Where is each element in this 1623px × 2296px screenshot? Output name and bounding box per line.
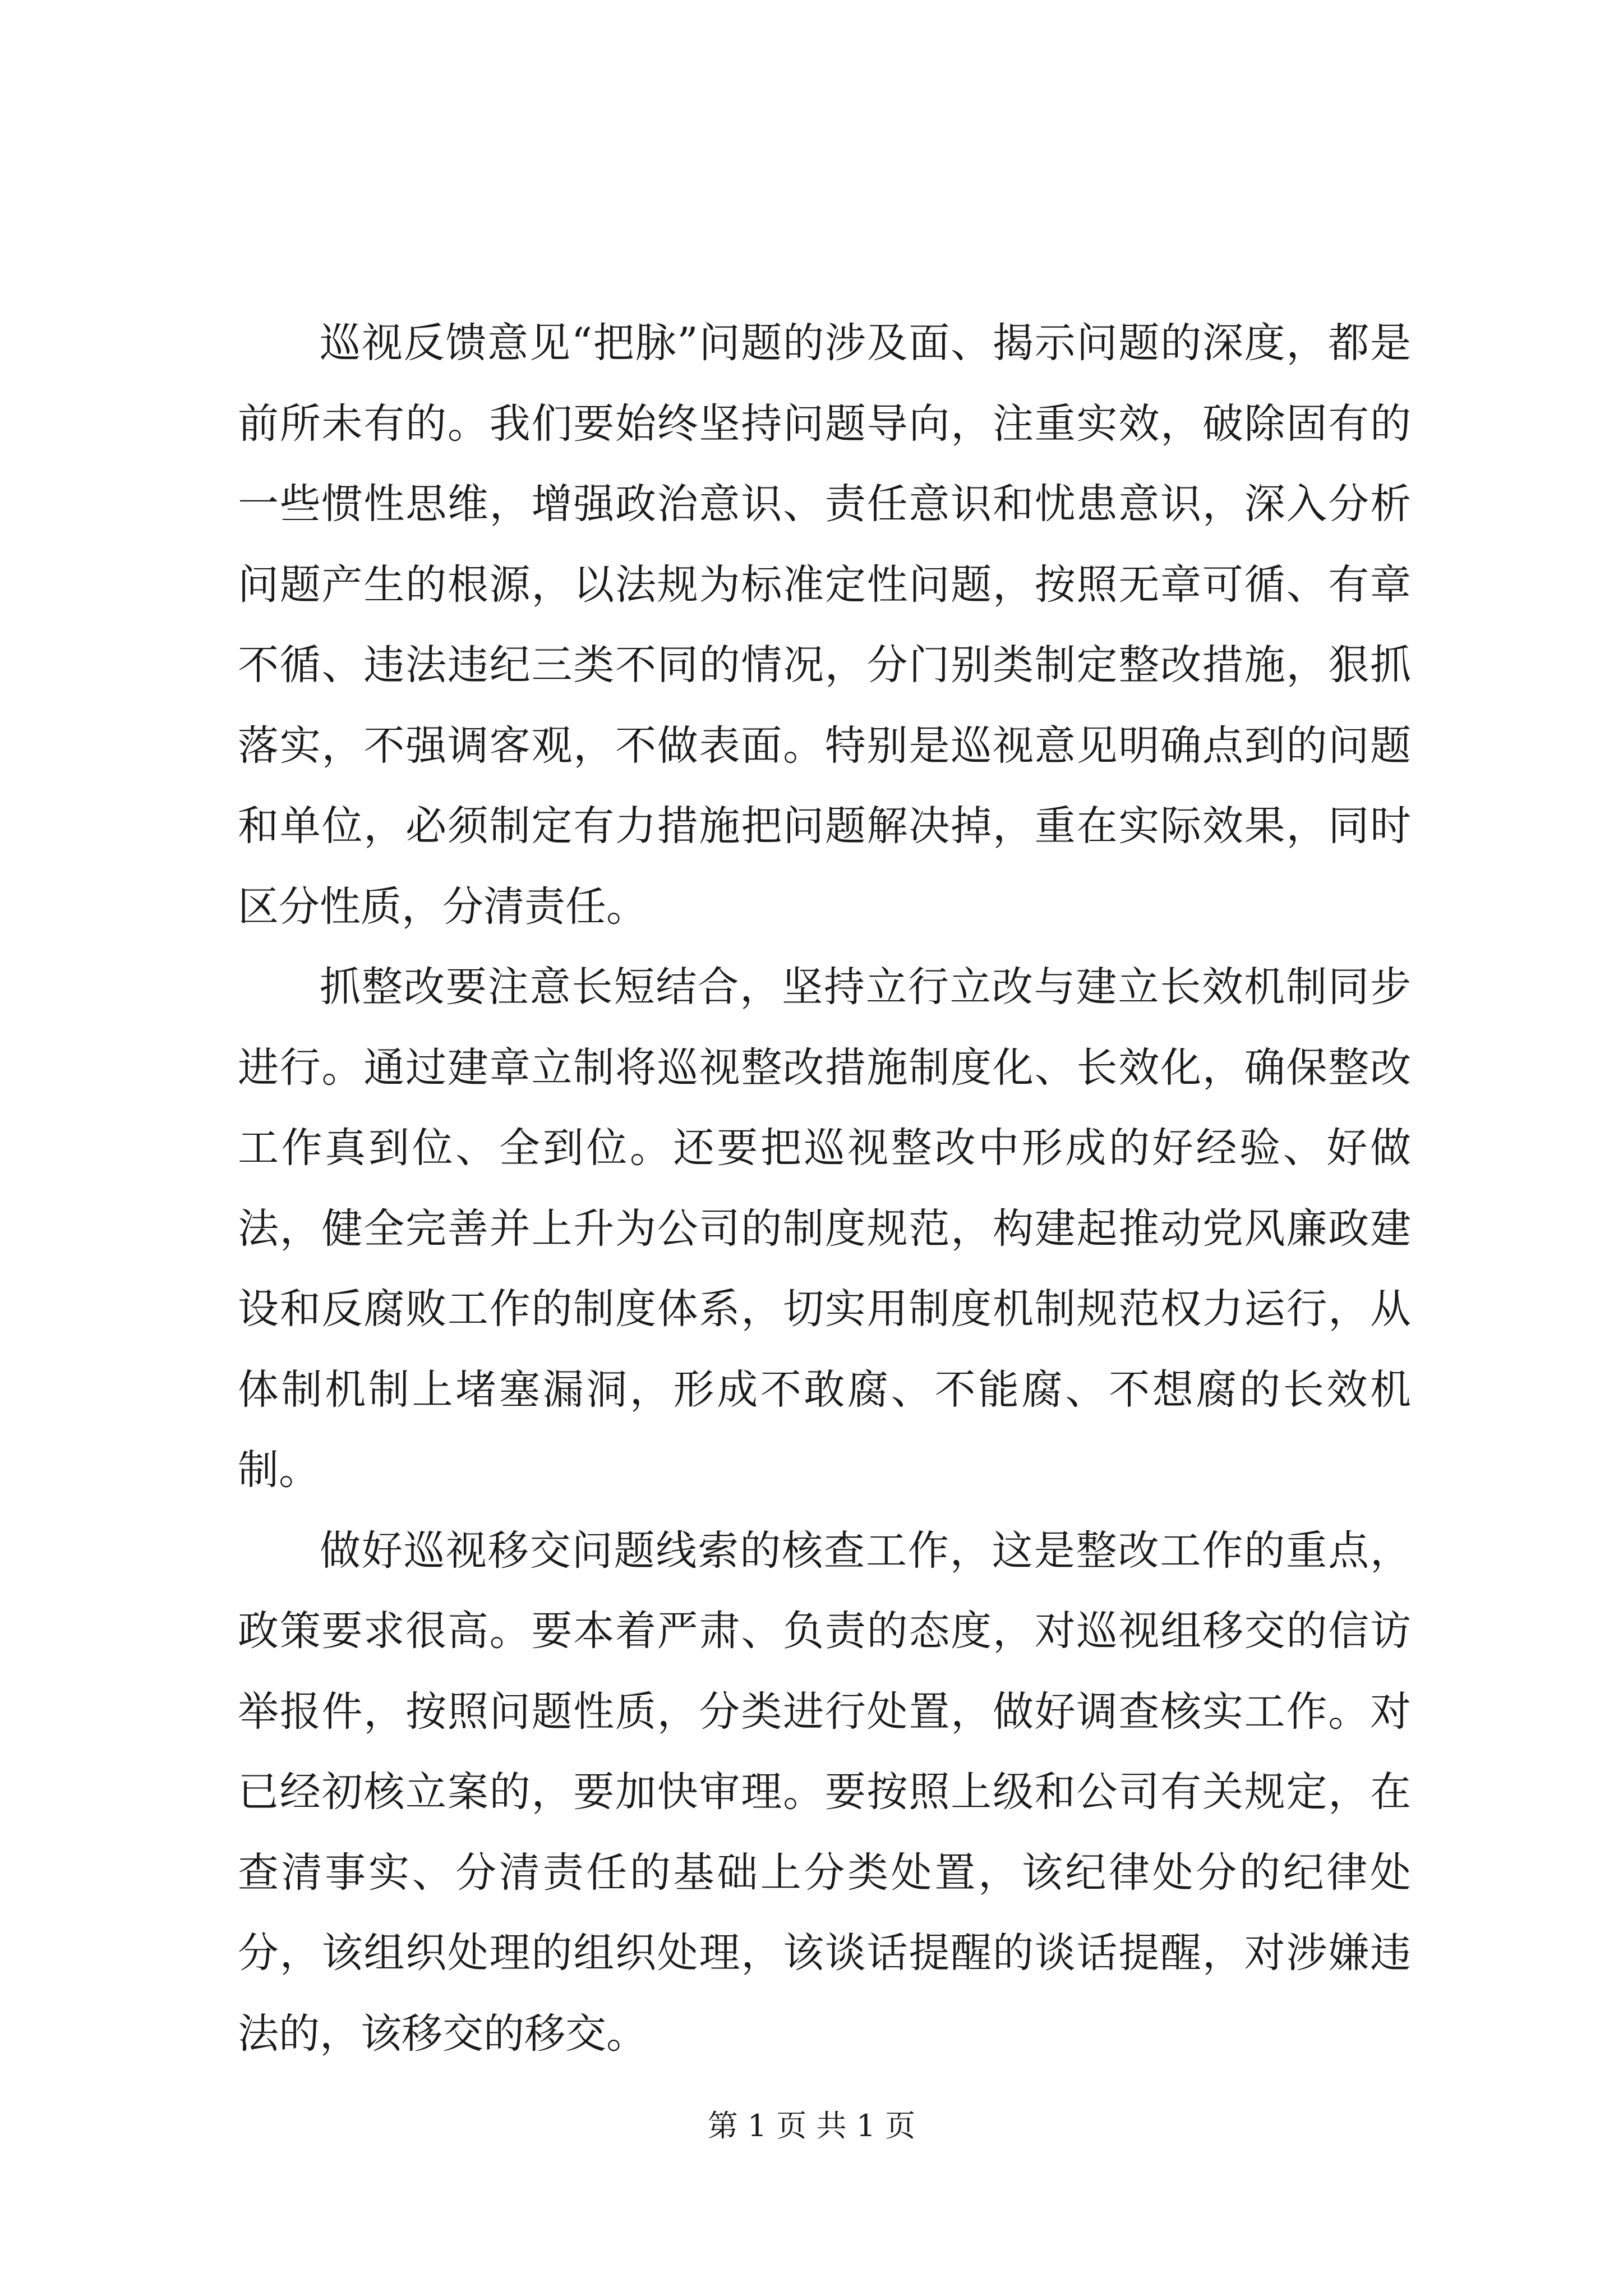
page-footer: 第 1 页 共 1 页 [707,2108,916,2143]
paragraph-1: 巡视反馈意见“把脉”问题的涉及面、揭示问题的深度，都是前所未有的。我们要始终坚持问题导向，注重实效，破除固有的一些惯性思维，增强政治意识、责任意识和忧患意识，深入分析问题产生的根源，以法规为标准定性问题，按照无章可循、有章不循、违法违纪三类不同的情况，分门别类制定整改措施，狠抓落实，不强调客观，不做表面。特别是巡视意见明确点到的问题和单位，必须制定有力措施把问题解决掉，重在实际效果，同时区分性质，分清责任。 [238,319,1411,931]
document-body [238,303,1411,2074]
paragraph-3: 做好巡视移交问题线索的核查工作，这是整改工作的重点，政策要求很高。要本着严肃、负责的态度，对巡视组移交的信访举报件，按照问题性质，分类进行处置，做好调查核实工作。对已经初核立案的，要加快审理。要按照上级和公司有关规定，在查清事实、分清责任的基础上分类处置，该纪律处分的纪律处分，该组织处理的组织处理，该谈话提醒的谈话提醒，对涉嫌违法的，该移交的移交。 [238,1526,1411,2058]
paragraph-2: 抓整改要注意长短结合，坚持立行立改与建立长效机制同步进行。通过建章立制将巡视整改措施制度化、长效化，确保整改工作真到位、全到位。还要把巡视整改中形成的好经验、好做法，健全完善并上升为公司的制度规范，构建起推动党风廉政建设和反腐败工作的制度体系，切实用制度机制规范权力运行，从体制机制上堵塞漏洞，形成不敢腐、不能腐、不想腐的长效机制。 [238,963,1411,1494]
